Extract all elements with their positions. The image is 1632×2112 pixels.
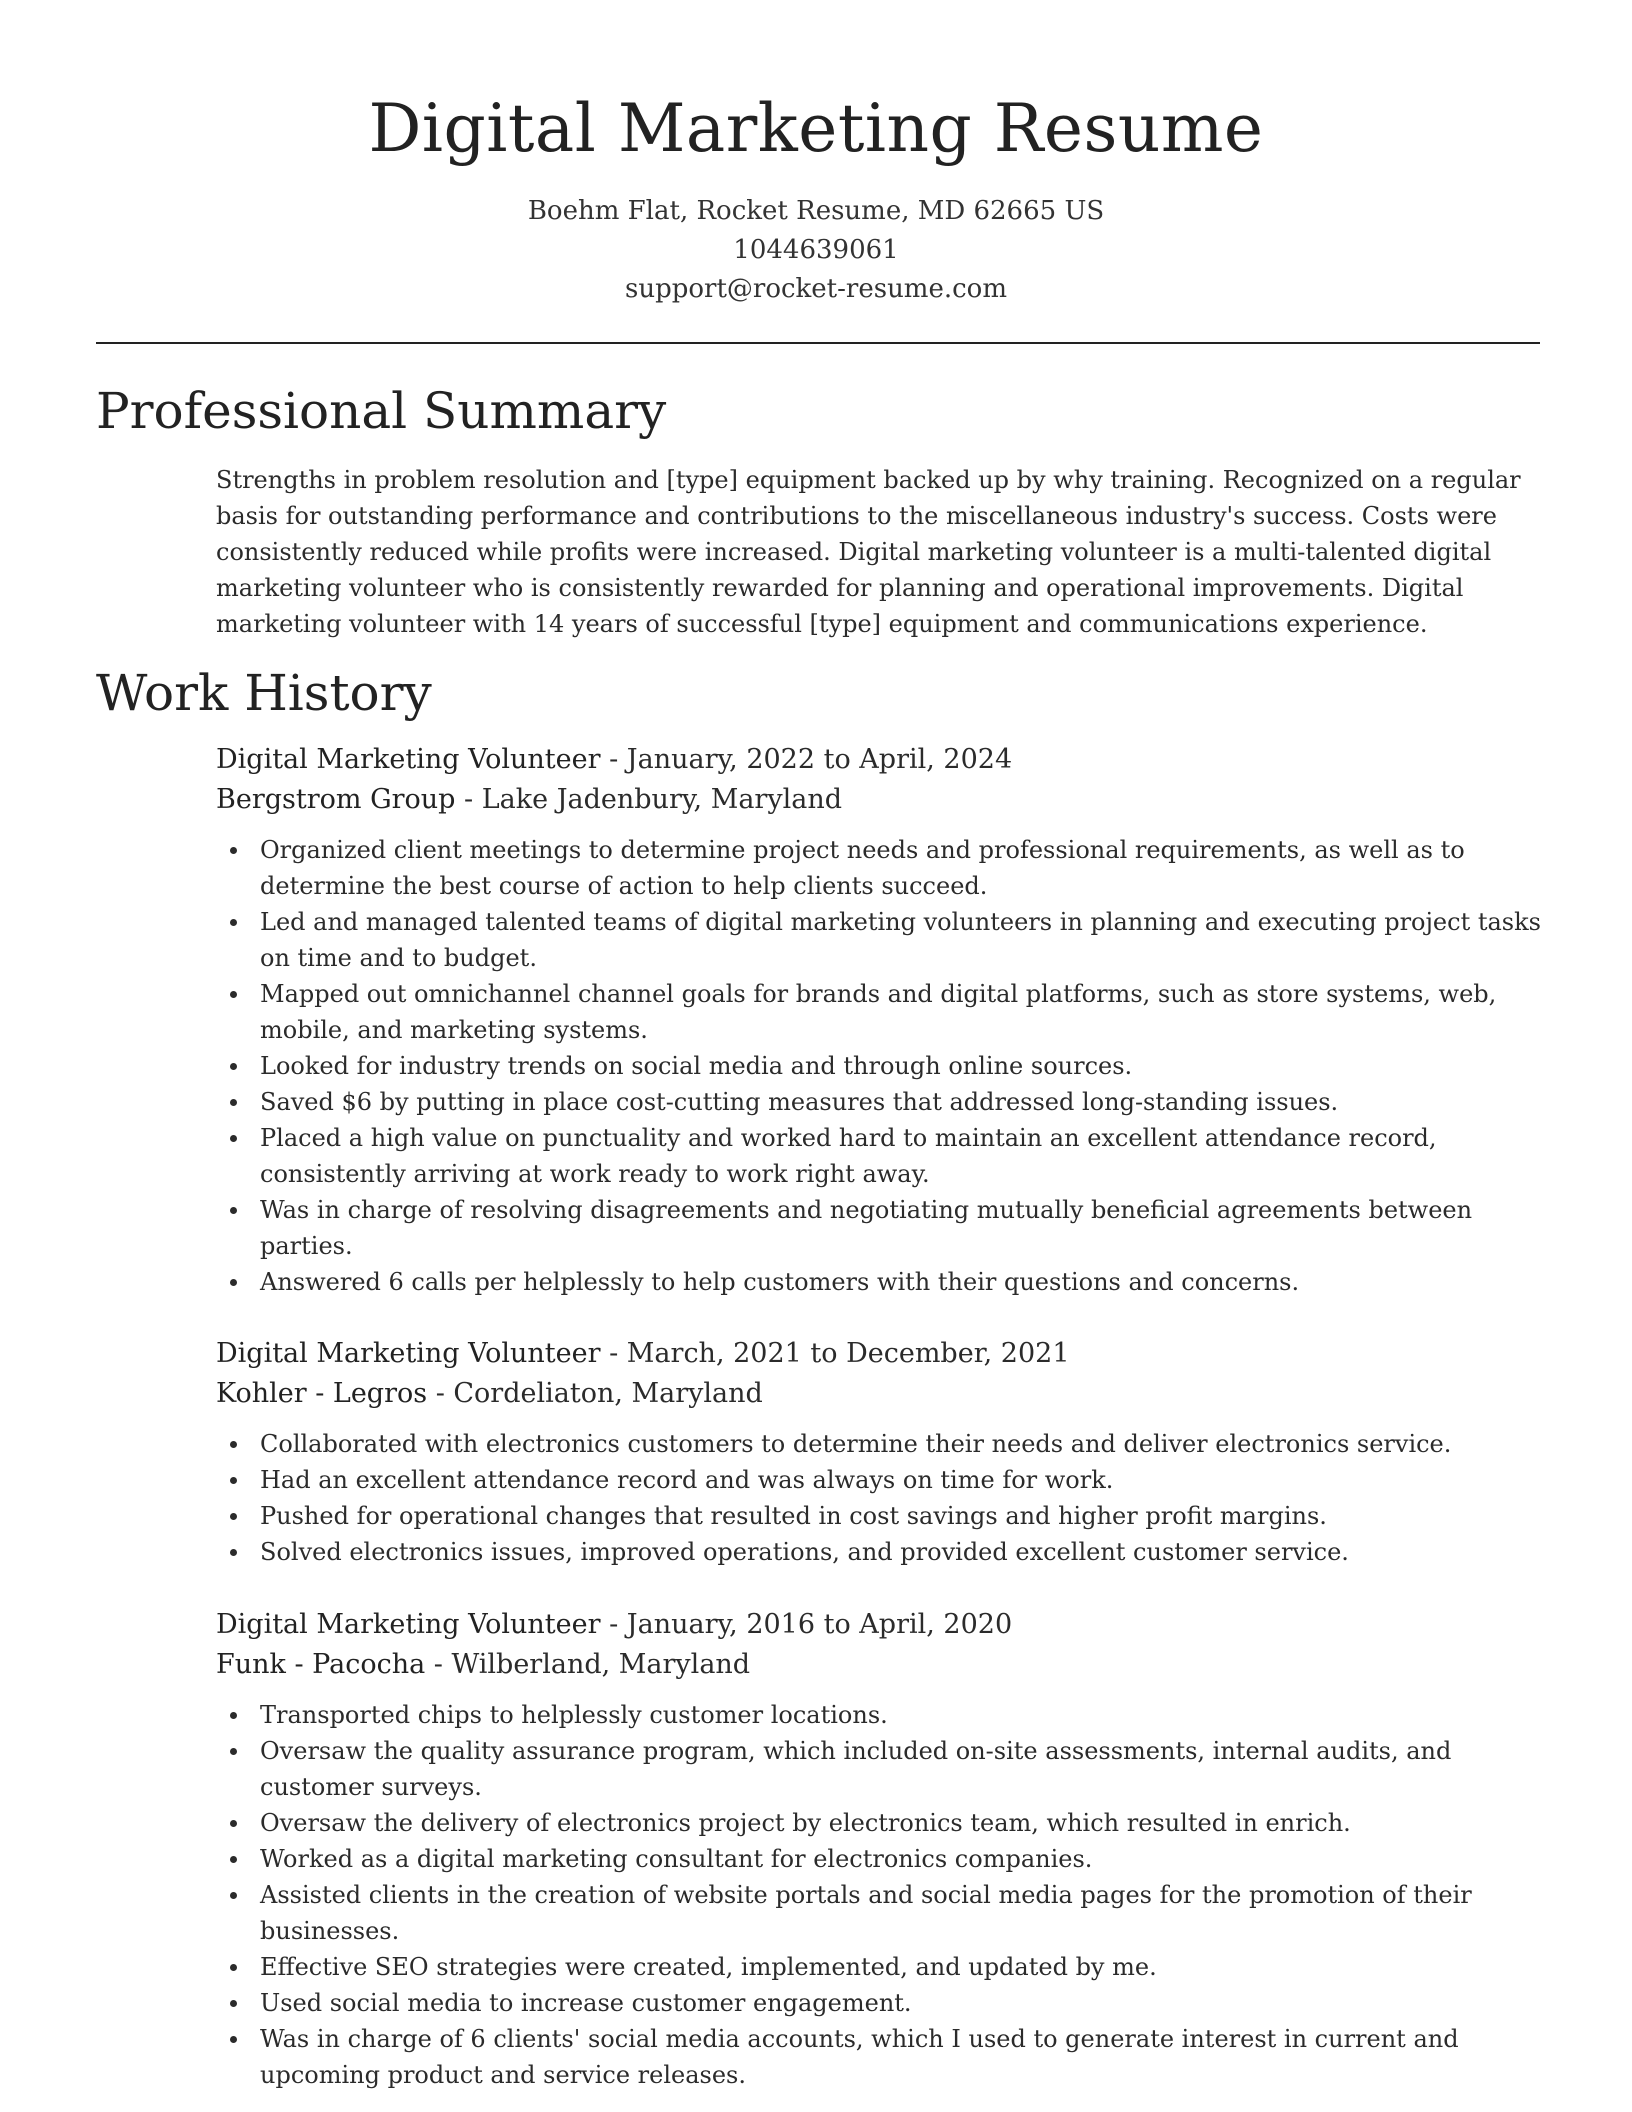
job-dates: - January, 2016 to April, 2020 bbox=[600, 1609, 1013, 1640]
job-company: Bergstrom Group bbox=[216, 784, 456, 815]
job-role: Digital Marketing Volunteer bbox=[216, 1609, 601, 1640]
job-entry-3 bbox=[216, 1605, 1546, 2093]
list-item: Effective SEO strategies were created, implemented, and updated by me. bbox=[216, 1949, 1546, 1985]
job-location: - Lake Jadenbury, Maryland bbox=[455, 784, 842, 815]
job-company: Funk - Pacocha bbox=[216, 1649, 426, 1680]
list-item: Was in charge of 6 clients' social media accounts, which I used to generate interest in current and upcoming product and service releases. bbox=[216, 2021, 1546, 2093]
job-company-line bbox=[216, 780, 1546, 820]
summary-text-block bbox=[216, 462, 1536, 642]
contact-block bbox=[0, 192, 1632, 309]
job-location: - Wilberland, Maryland bbox=[425, 1649, 751, 1680]
list-item: Was in charge of resolving disagreements and negotiating mutually beneficial agreements between parties. bbox=[216, 1192, 1546, 1264]
summary-text: Strengths in problem resolution and [type] equipment backed up by why training. Recognized on a regular basis for outstanding performance and contributions to the miscellaneous industry's success. Costs were consistently reduced while profits were increased. Digital marketing volunteer is a multi-talented digital marketing volunteer who is consistently rewarded for planning and operational improvements. Digital marketing volunteer with 14 years of successful [type] equipment and communications experience. bbox=[216, 466, 1521, 638]
job-role: Digital Marketing Volunteer bbox=[216, 744, 601, 775]
contact-phone: 1044639061 bbox=[733, 235, 899, 265]
job-entry-1 bbox=[216, 740, 1546, 1300]
list-item: Saved $6 by putting in place cost-cutting measures that addressed long-standing issues. bbox=[216, 1084, 1546, 1120]
list-item: Had an excellent attendance record and was always on time for work. bbox=[216, 1462, 1546, 1498]
list-item: Placed a high value on punctuality and worked hard to maintain an excellent attendance record, consistently arriving at work ready to work right away. bbox=[216, 1120, 1546, 1192]
job-company-line bbox=[216, 1645, 1546, 1685]
resume-header bbox=[0, 0, 1632, 309]
job-bullet-list bbox=[216, 1426, 1546, 1570]
resume-title: Digital Marketing Resume bbox=[368, 90, 1264, 167]
job-entry-2 bbox=[216, 1334, 1546, 1570]
job-bullet-list bbox=[216, 832, 1546, 1300]
job-dates: - March, 2021 to December, 2021 bbox=[600, 1338, 1070, 1369]
list-item: Collaborated with electronics customers to determine their needs and deliver electronics service. bbox=[216, 1426, 1546, 1462]
summary-heading: Professional Summary bbox=[96, 382, 667, 440]
list-item: Looked for industry trends on social media and through online sources. bbox=[216, 1048, 1546, 1084]
job-company-line bbox=[216, 1374, 1546, 1414]
header-divider bbox=[96, 342, 1540, 344]
list-item: Led and managed talented teams of digital marketing volunteers in planning and executing project tasks on time and to budget. bbox=[216, 904, 1546, 976]
job-company: Kohler - Legros bbox=[216, 1378, 428, 1409]
list-item: Pushed for operational changes that resulted in cost savings and higher profit margins. bbox=[216, 1498, 1546, 1534]
list-item: Used social media to increase customer engagement. bbox=[216, 1985, 1546, 2021]
list-item: Answered 6 calls per helplessly to help customers with their questions and concerns. bbox=[216, 1264, 1546, 1300]
job-dates: - January, 2022 to April, 2024 bbox=[600, 744, 1013, 775]
job-role: Digital Marketing Volunteer bbox=[216, 1338, 601, 1369]
list-item: Worked as a digital marketing consultant for electronics companies. bbox=[216, 1841, 1546, 1877]
list-item: Solved electronics issues, improved operations, and provided excellent customer service. bbox=[216, 1534, 1546, 1570]
job-bullet-list bbox=[216, 1697, 1546, 2093]
list-item: Oversaw the quality assurance program, which included on-site assessments, internal audits, and customer surveys. bbox=[216, 1733, 1546, 1805]
job-title-line bbox=[216, 740, 1546, 780]
job-title-line bbox=[216, 1605, 1546, 1645]
work-history-heading: Work History bbox=[96, 664, 432, 722]
list-item: Mapped out omnichannel channel goals for brands and digital platforms, such as store systems, web, mobile, and marketing systems. bbox=[216, 976, 1546, 1048]
job-location: - Cordeliaton, Maryland bbox=[427, 1378, 763, 1409]
list-item: Transported chips to helplessly customer locations. bbox=[216, 1697, 1546, 1733]
job-title-line bbox=[216, 1334, 1546, 1374]
contact-email: support@rocket-resume.com bbox=[624, 274, 1007, 304]
list-item: Oversaw the delivery of electronics project by electronics team, which resulted in enrich. bbox=[216, 1805, 1546, 1841]
list-item: Organized client meetings to determine project needs and professional requirements, as well as to determine the best course of action to help clients succeed. bbox=[216, 832, 1546, 904]
contact-address: Boehm Flat, Rocket Resume, MD 62665 US bbox=[527, 196, 1105, 226]
list-item: Assisted clients in the creation of website portals and social media pages for the promotion of their businesses. bbox=[216, 1877, 1546, 1949]
